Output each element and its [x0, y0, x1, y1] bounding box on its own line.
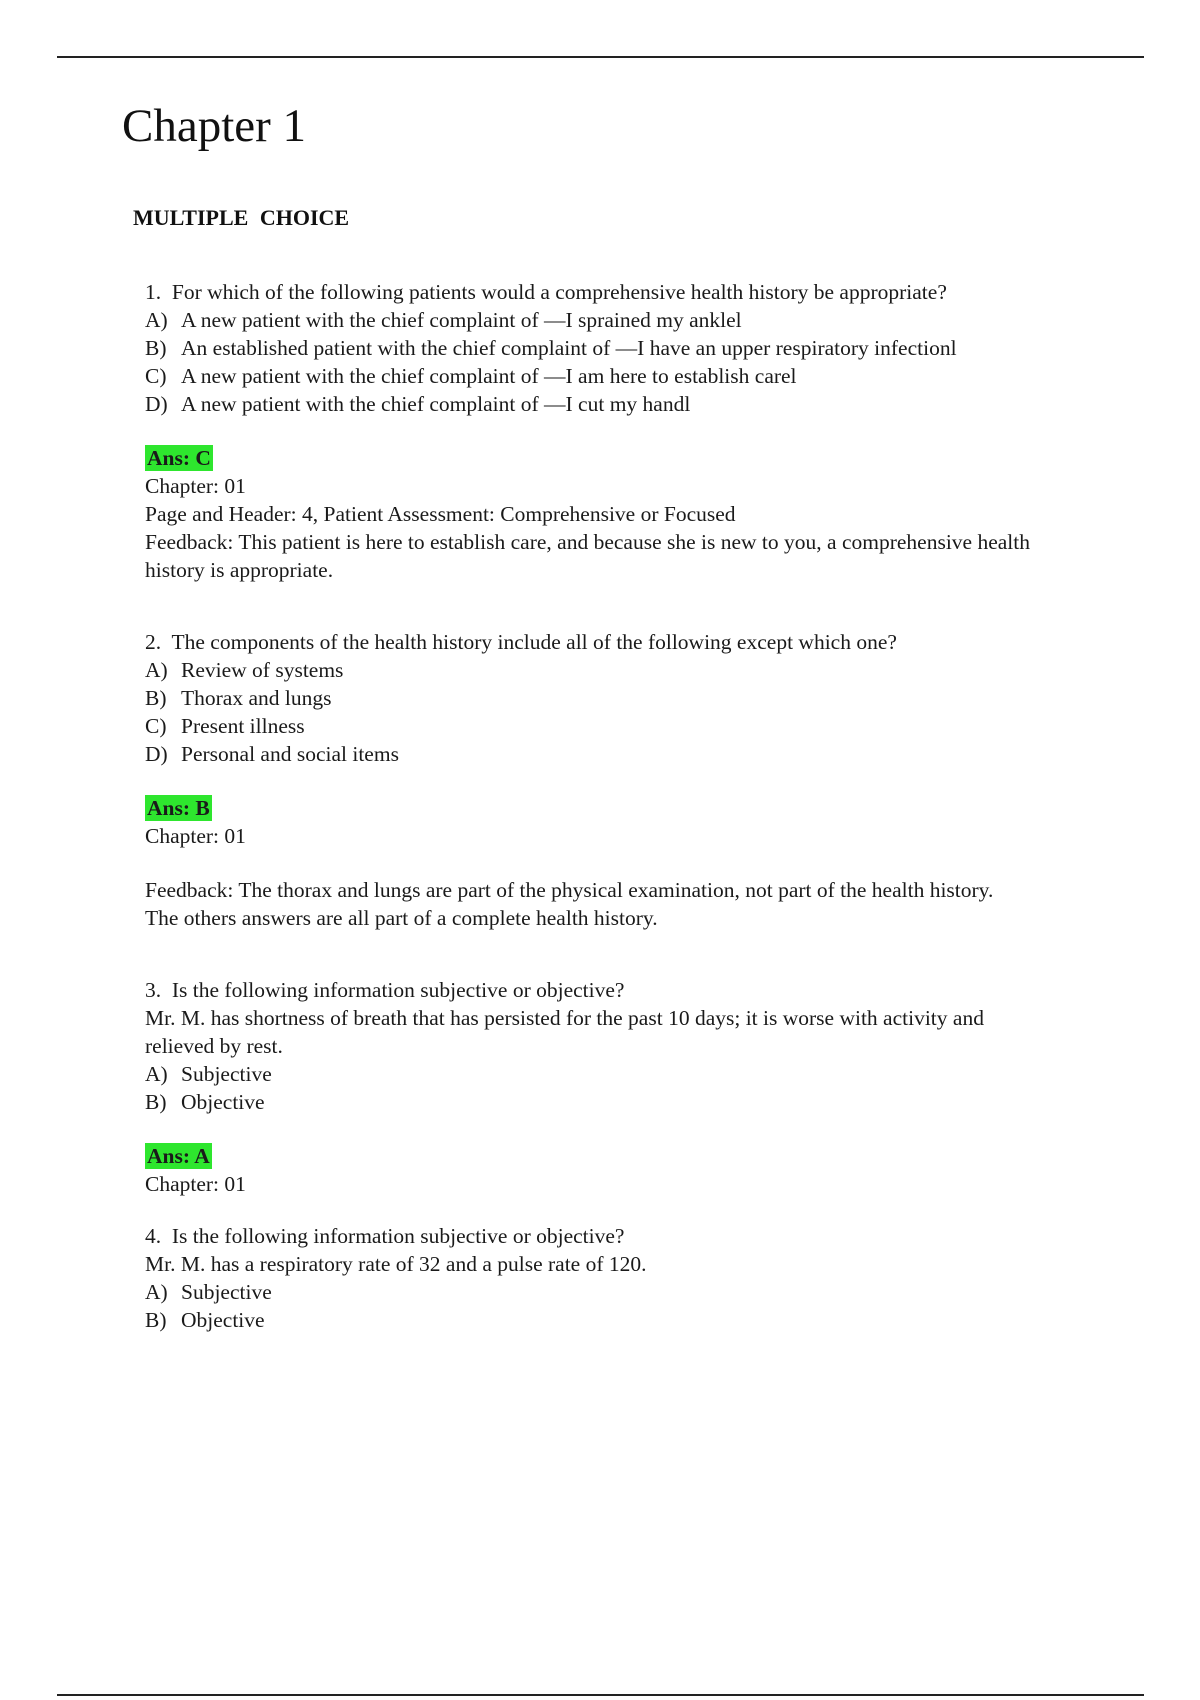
question-stem: Mr. M. has a respiratory rate of 32 and a pulse rate of 120. [145, 1252, 647, 1276]
question-text: 2. The components of the health history include all of the following except which one? [145, 630, 897, 654]
answer-option: A) Subjective [145, 1062, 272, 1086]
feedback-text: Feedback: This patient is here to establish care, and because she is new to you, a comprehensive health history is appropriate. [145, 530, 1030, 582]
answer-option: C) Present illness [145, 714, 305, 738]
bottom-rule [57, 1694, 1144, 1696]
page-header-ref: Page and Header: 4, Patient Assessment: Comprehensive or Focused [145, 502, 736, 526]
question-text: 1. For which of the following patients would a comprehensive health history be appropriate? [145, 280, 947, 304]
answer-option: C) A new patient with the chief complaint of —I am here to establish carel [145, 364, 797, 388]
top-rule [57, 56, 1144, 58]
answer-option: B) Objective [145, 1090, 265, 1114]
question-1 [145, 278, 1085, 584]
answer-key: Ans: C [147, 446, 211, 470]
chapter-ref: Chapter: 01 [145, 824, 246, 848]
question-stem: Mr. M. has shortness of breath that has persisted for the past 10 days; it is worse with activity and relieved by rest. [145, 1006, 984, 1058]
chapter-title: Chapter 1 [122, 100, 307, 152]
question-list [145, 278, 1085, 1334]
chapter-ref: Chapter: 01 [145, 474, 246, 498]
answer-option: B) Thorax and lungs [145, 686, 332, 710]
question-3 [145, 976, 1085, 1198]
answer-key: Ans: B [147, 796, 210, 820]
answer-option: B) An established patient with the chief complaint of —I have an upper respiratory infectionl [145, 336, 957, 360]
answer-option: B) Objective [145, 1308, 265, 1332]
answer-option: A) Subjective [145, 1280, 272, 1304]
feedback-text: Feedback: The thorax and lungs are part of the physical examination, not part of the health history. The others answers are all part of a complete health history. [145, 878, 994, 930]
answer-key: Ans: A [147, 1144, 210, 1168]
chapter-ref: Chapter: 01 [145, 1172, 246, 1196]
question-4 [145, 1222, 1085, 1334]
question-2 [145, 628, 1085, 932]
answer-option: D) Personal and social items [145, 742, 399, 766]
answer-option: A) A new patient with the chief complaint of —I sprained my anklel [145, 308, 742, 332]
section-heading: MULTIPLE CHOICE [133, 205, 350, 230]
answer-option: A) Review of systems [145, 658, 344, 682]
question-text: 4. Is the following information subjective or objective? [145, 1224, 625, 1248]
question-text: 3. Is the following information subjective or objective? [145, 978, 625, 1002]
answer-option: D) A new patient with the chief complaint of —I cut my handl [145, 392, 691, 416]
